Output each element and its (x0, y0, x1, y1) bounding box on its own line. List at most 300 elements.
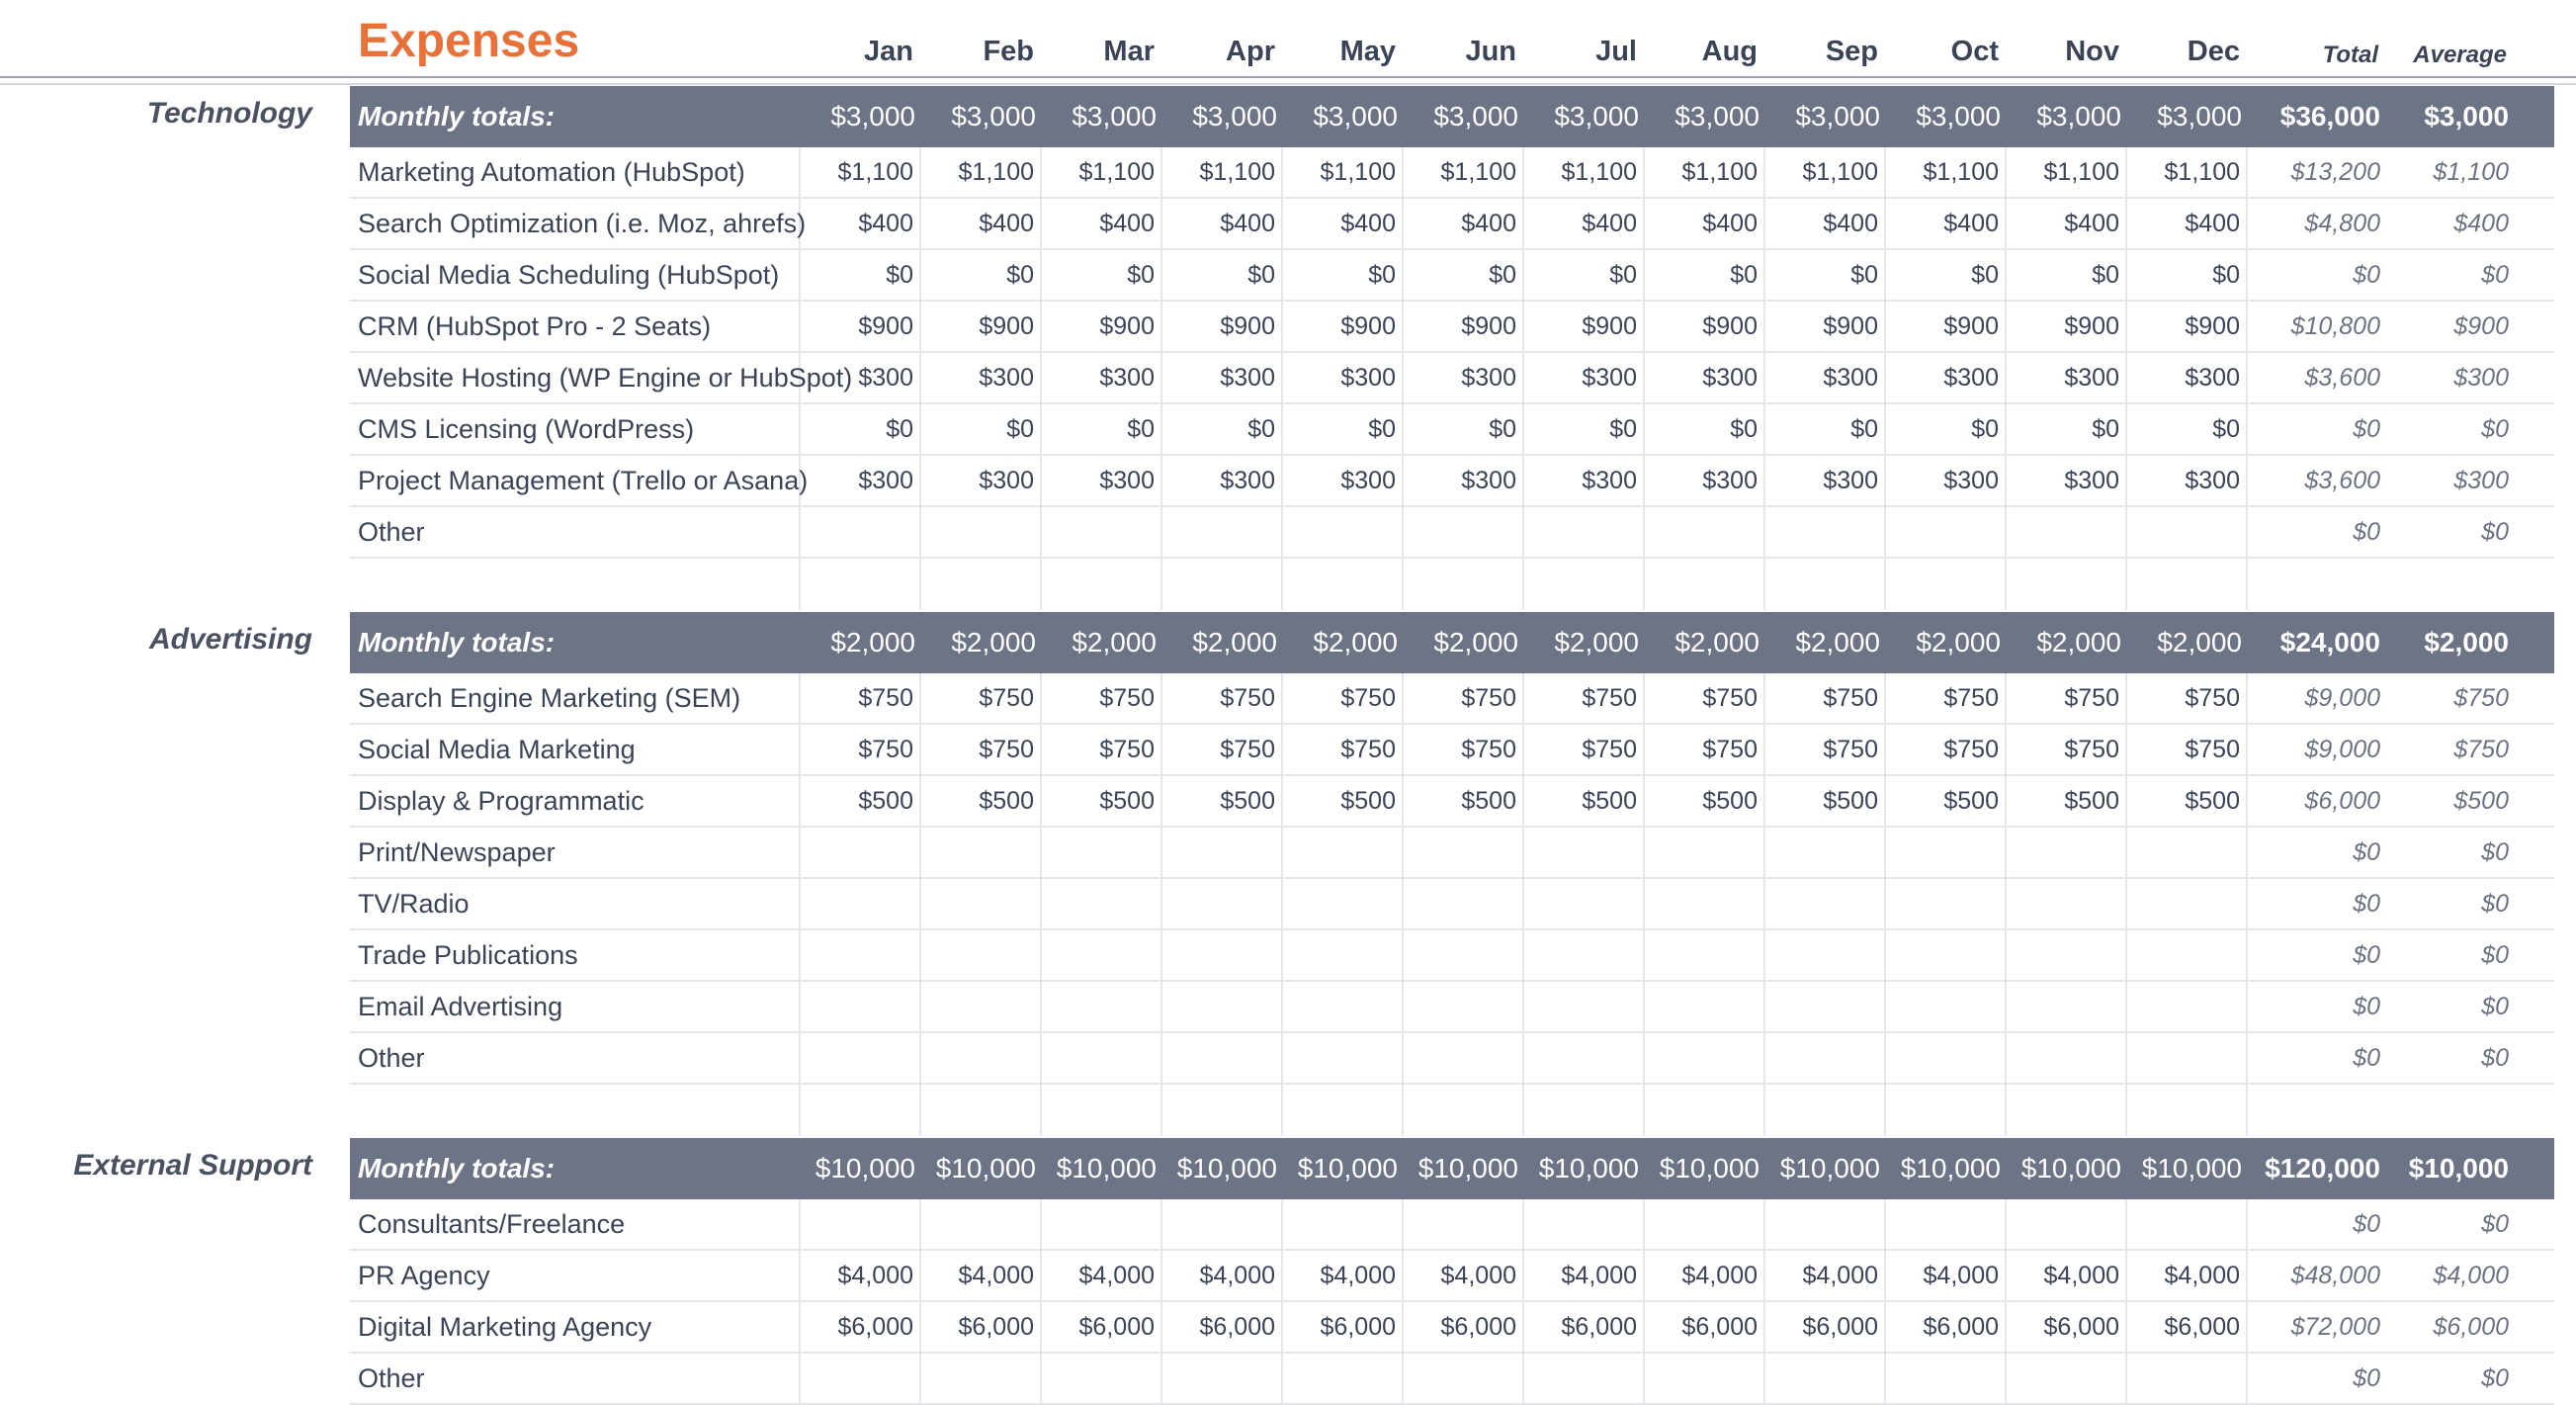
row-average-cell[interactable]: $0 (2481, 1363, 2509, 1392)
row-label[interactable]: Digital Marketing Agency (350, 1302, 801, 1352)
month-value-cell[interactable]: $0 (1283, 250, 1404, 300)
month-value-cell[interactable]: $300 (1524, 353, 1645, 402)
month-value-cell[interactable]: $400 (921, 199, 1042, 248)
spacer-cell[interactable] (1283, 1085, 1404, 1136)
month-value-cell[interactable]: $750 (921, 673, 1042, 723)
monthly-total-cell[interactable]: $2,000 (2036, 627, 2121, 658)
month-value-cell[interactable]: $400 (801, 199, 921, 248)
row-total-cell[interactable]: $0 (2353, 940, 2380, 969)
row-total-cell[interactable]: $4,800 (2304, 209, 2380, 237)
month-value-cell[interactable]: $1,100 (1765, 147, 1886, 197)
month-value-cell[interactable]: $500 (2007, 776, 2127, 826)
month-value-cell[interactable]: $0 (801, 404, 921, 454)
month-value-cell[interactable]: $400 (2127, 199, 2248, 248)
month-value-cell[interactable] (921, 828, 1042, 877)
month-value-cell[interactable]: $500 (921, 776, 1042, 826)
month-value-cell[interactable] (1524, 982, 1645, 1031)
month-value-cell[interactable]: $750 (1765, 725, 1886, 774)
month-value-cell[interactable] (1162, 507, 1283, 557)
month-value-cell[interactable]: $400 (1283, 199, 1404, 248)
month-value-cell[interactable] (1042, 1033, 1162, 1083)
month-value-cell[interactable] (1524, 879, 1645, 928)
month-value-cell[interactable]: $0 (1645, 404, 1765, 454)
month-value-cell[interactable] (1645, 982, 1765, 1031)
month-value-cell[interactable]: $500 (801, 776, 921, 826)
month-value-cell[interactable]: $1,100 (2127, 147, 2248, 197)
month-value-cell[interactable]: $900 (1524, 302, 1645, 351)
month-value-cell[interactable] (1645, 828, 1765, 877)
month-value-cell[interactable] (921, 982, 1042, 1031)
month-value-cell[interactable]: $400 (2007, 199, 2127, 248)
month-value-cell[interactable] (2127, 1033, 2248, 1083)
row-average-cell[interactable]: $0 (2481, 940, 2509, 969)
row-total-cell[interactable]: $0 (2353, 1363, 2380, 1392)
section-average-cell[interactable]: $3,000 (2424, 101, 2509, 132)
month-value-cell[interactable]: $300 (1042, 456, 1162, 505)
month-value-cell[interactable] (1765, 1199, 1886, 1249)
month-value-cell[interactable] (1404, 1199, 1524, 1249)
month-value-cell[interactable] (1765, 982, 1886, 1031)
month-value-cell[interactable]: $900 (1042, 302, 1162, 351)
row-average-cell[interactable]: $0 (2481, 889, 2509, 918)
month-value-cell[interactable] (1886, 982, 2007, 1031)
month-value-cell[interactable]: $300 (1765, 353, 1886, 402)
month-value-cell[interactable]: $300 (2127, 456, 2248, 505)
section-average-cell[interactable]: $10,000 (2408, 1153, 2509, 1184)
month-value-cell[interactable] (1524, 828, 1645, 877)
month-value-cell[interactable]: $500 (2127, 776, 2248, 826)
month-value-cell[interactable] (2007, 1354, 2127, 1403)
row-average-cell[interactable]: $0 (2481, 992, 2509, 1020)
month-value-cell[interactable] (801, 1199, 921, 1249)
row-average-cell[interactable]: $300 (2453, 363, 2509, 392)
row-average-cell[interactable]: $0 (2481, 1043, 2509, 1072)
month-value-cell[interactable]: $750 (1042, 725, 1162, 774)
month-value-cell[interactable]: $0 (921, 404, 1042, 454)
month-value-cell[interactable]: $4,000 (921, 1251, 1042, 1300)
spacer-cell[interactable] (1886, 1085, 2007, 1136)
monthly-total-cell[interactable]: $3,000 (1554, 101, 1639, 132)
month-value-cell[interactable]: $6,000 (801, 1302, 921, 1352)
monthly-total-cell[interactable]: $3,000 (2036, 101, 2121, 132)
month-value-cell[interactable]: $0 (1162, 404, 1283, 454)
month-value-cell[interactable] (1524, 507, 1645, 557)
month-value-cell[interactable]: $750 (1886, 725, 2007, 774)
month-value-cell[interactable] (2127, 507, 2248, 557)
month-value-cell[interactable]: $300 (921, 456, 1042, 505)
month-value-cell[interactable] (2127, 879, 2248, 928)
month-value-cell[interactable] (1645, 879, 1765, 928)
monthly-total-cell[interactable]: $10,000 (1659, 1153, 1760, 1184)
monthly-total-cell[interactable]: $2,000 (1192, 627, 1277, 658)
month-value-cell[interactable] (1162, 1033, 1283, 1083)
spacer-cell[interactable] (1042, 1085, 1162, 1136)
month-value-cell[interactable]: $4,000 (2127, 1251, 2248, 1300)
month-value-cell[interactable] (1404, 1033, 1524, 1083)
month-value-cell[interactable]: $500 (1765, 776, 1886, 826)
spacer-cell[interactable] (2127, 559, 2248, 610)
row-average-cell[interactable]: $4,000 (2433, 1261, 2509, 1289)
month-value-cell[interactable] (1886, 930, 2007, 980)
month-value-cell[interactable]: $0 (1524, 404, 1645, 454)
month-value-cell[interactable]: $300 (1524, 456, 1645, 505)
month-value-cell[interactable]: $750 (921, 725, 1042, 774)
month-value-cell[interactable]: $750 (1645, 673, 1765, 723)
month-value-cell[interactable]: $0 (2127, 404, 2248, 454)
monthly-total-cell[interactable]: $3,000 (1072, 101, 1157, 132)
row-total-cell[interactable]: $9,000 (2304, 735, 2380, 763)
month-value-cell[interactable]: $4,000 (1765, 1251, 1886, 1300)
section-total-cell[interactable]: $120,000 (2265, 1153, 2380, 1184)
month-value-cell[interactable] (1645, 930, 1765, 980)
month-value-cell[interactable]: $1,100 (801, 147, 921, 197)
month-value-cell[interactable] (1404, 879, 1524, 928)
month-value-cell[interactable] (921, 1033, 1042, 1083)
spacer-cell[interactable] (1886, 559, 2007, 610)
monthly-total-cell[interactable]: $3,000 (2157, 101, 2242, 132)
month-value-cell[interactable]: $750 (1645, 725, 1765, 774)
month-value-cell[interactable]: $0 (2127, 250, 2248, 300)
month-value-cell[interactable] (2127, 982, 2248, 1031)
row-label[interactable]: Display & Programmatic (350, 776, 801, 826)
month-value-cell[interactable]: $300 (2007, 456, 2127, 505)
row-total-cell[interactable]: $0 (2353, 414, 2380, 443)
row-average-cell[interactable]: $1,100 (2433, 157, 2509, 186)
monthly-total-cell[interactable]: $2,000 (1795, 627, 1880, 658)
month-value-cell[interactable]: $900 (1404, 302, 1524, 351)
month-value-cell[interactable] (1042, 828, 1162, 877)
spacer-cell[interactable] (1162, 1085, 1283, 1136)
month-value-cell[interactable]: $4,000 (1283, 1251, 1404, 1300)
row-average-cell[interactable]: $0 (2481, 260, 2509, 289)
month-value-cell[interactable]: $300 (2007, 353, 2127, 402)
month-value-cell[interactable] (801, 1354, 921, 1403)
spacer-cell[interactable] (1765, 1085, 1886, 1136)
month-value-cell[interactable] (801, 879, 921, 928)
row-average-cell[interactable]: $6,000 (2433, 1312, 2509, 1341)
month-value-cell[interactable] (921, 1354, 1042, 1403)
monthly-total-cell[interactable]: $2,000 (951, 627, 1036, 658)
month-value-cell[interactable] (1645, 1354, 1765, 1403)
row-label[interactable]: Social Media Marketing (350, 725, 801, 774)
month-value-cell[interactable]: $500 (1524, 776, 1645, 826)
row-label[interactable]: CMS Licensing (WordPress) (350, 404, 801, 454)
month-value-cell[interactable] (1765, 1033, 1886, 1083)
row-total-cell[interactable]: $0 (2353, 1043, 2380, 1072)
month-value-cell[interactable]: $750 (1404, 725, 1524, 774)
month-value-cell[interactable] (1283, 930, 1404, 980)
month-value-cell[interactable]: $900 (1886, 302, 2007, 351)
monthly-total-cell[interactable]: $10,000 (1297, 1153, 1398, 1184)
month-value-cell[interactable]: $1,100 (1524, 147, 1645, 197)
month-value-cell[interactable]: $750 (1886, 673, 2007, 723)
row-total-cell[interactable]: $3,600 (2304, 466, 2380, 494)
spacer-cell[interactable] (921, 1085, 1042, 1136)
monthly-total-cell[interactable]: $10,000 (935, 1153, 1036, 1184)
month-value-cell[interactable]: $750 (801, 725, 921, 774)
spacer-cell[interactable] (801, 1085, 921, 1136)
month-value-cell[interactable] (1042, 1199, 1162, 1249)
spacer-cell[interactable] (1765, 559, 1886, 610)
month-value-cell[interactable] (1042, 879, 1162, 928)
monthly-total-cell[interactable]: $10,000 (1417, 1153, 1518, 1184)
month-value-cell[interactable]: $300 (1765, 456, 1886, 505)
row-label[interactable]: TV/Radio (350, 879, 801, 928)
month-value-cell[interactable] (1042, 1354, 1162, 1403)
month-value-cell[interactable]: $750 (1283, 725, 1404, 774)
month-value-cell[interactable]: $500 (1283, 776, 1404, 826)
monthly-total-cell[interactable]: $10,000 (2141, 1153, 2242, 1184)
month-value-cell[interactable]: $300 (1886, 353, 2007, 402)
row-average-cell[interactable]: $750 (2453, 683, 2509, 712)
month-value-cell[interactable]: $1,100 (1886, 147, 2007, 197)
month-value-cell[interactable]: $300 (801, 353, 921, 402)
month-value-cell[interactable] (2007, 930, 2127, 980)
month-value-cell[interactable]: $750 (1162, 725, 1283, 774)
month-value-cell[interactable] (801, 1033, 921, 1083)
monthly-total-cell[interactable]: $3,000 (1674, 101, 1760, 132)
row-label[interactable]: Trade Publications (350, 930, 801, 980)
monthly-total-cell[interactable]: $2,000 (830, 627, 915, 658)
row-label[interactable]: Print/Newspaper (350, 828, 801, 877)
month-value-cell[interactable]: $6,000 (1765, 1302, 1886, 1352)
row-total-cell[interactable]: $3,600 (2304, 363, 2380, 392)
month-value-cell[interactable] (2007, 879, 2127, 928)
row-total-cell[interactable]: $13,200 (2290, 157, 2380, 186)
month-value-cell[interactable] (1886, 507, 2007, 557)
section-total-cell[interactable]: $24,000 (2279, 627, 2380, 658)
monthly-total-cell[interactable]: $10,000 (1056, 1153, 1157, 1184)
month-value-cell[interactable]: $900 (921, 302, 1042, 351)
month-value-cell[interactable]: $6,000 (1162, 1302, 1283, 1352)
row-label[interactable]: Social Media Scheduling (HubSpot) (350, 250, 801, 300)
month-value-cell[interactable]: $900 (801, 302, 921, 351)
month-value-cell[interactable] (801, 930, 921, 980)
spacer-cell[interactable] (2007, 1085, 2127, 1136)
month-value-cell[interactable]: $750 (2007, 725, 2127, 774)
month-value-cell[interactable] (1886, 1033, 2007, 1083)
spacer-cell[interactable] (2007, 559, 2127, 610)
row-label[interactable]: Other (350, 507, 801, 557)
month-value-cell[interactable]: $0 (1524, 250, 1645, 300)
month-value-cell[interactable] (1404, 507, 1524, 557)
month-value-cell[interactable] (1645, 1199, 1765, 1249)
month-value-cell[interactable]: $300 (1404, 353, 1524, 402)
row-label[interactable]: Search Engine Marketing (SEM) (350, 673, 801, 723)
month-value-cell[interactable] (1404, 828, 1524, 877)
month-value-cell[interactable] (1283, 1199, 1404, 1249)
month-value-cell[interactable]: $0 (1886, 404, 2007, 454)
spacer-cell[interactable] (2127, 1085, 2248, 1136)
month-value-cell[interactable] (1645, 1033, 1765, 1083)
month-value-cell[interactable]: $750 (2007, 673, 2127, 723)
month-value-cell[interactable]: $4,000 (1404, 1251, 1524, 1300)
row-total-cell[interactable]: $0 (2353, 992, 2380, 1020)
month-value-cell[interactable] (1283, 879, 1404, 928)
monthly-totals-label[interactable]: Monthly totals: (358, 627, 556, 658)
row-total-cell[interactable]: $0 (2353, 889, 2380, 918)
monthly-total-cell[interactable]: $10,000 (2020, 1153, 2121, 1184)
month-value-cell[interactable]: $400 (1524, 199, 1645, 248)
row-label[interactable]: Project Management (Trello or Asana) (350, 456, 801, 505)
row-label[interactable]: Website Hosting (WP Engine or HubSpot) (350, 353, 801, 402)
month-value-cell[interactable]: $750 (1765, 673, 1886, 723)
month-value-cell[interactable]: $300 (1283, 353, 1404, 402)
month-value-cell[interactable]: $300 (801, 456, 921, 505)
month-value-cell[interactable]: $1,100 (1162, 147, 1283, 197)
month-value-cell[interactable]: $500 (1645, 776, 1765, 826)
month-value-cell[interactable]: $300 (921, 353, 1042, 402)
month-value-cell[interactable]: $400 (1645, 199, 1765, 248)
month-value-cell[interactable]: $300 (1645, 456, 1765, 505)
month-value-cell[interactable]: $900 (1162, 302, 1283, 351)
spacer-cell[interactable] (1404, 559, 1524, 610)
month-value-cell[interactable]: $300 (1404, 456, 1524, 505)
monthly-total-cell[interactable]: $2,000 (1554, 627, 1639, 658)
row-total-cell[interactable]: $72,000 (2290, 1312, 2380, 1341)
monthly-total-cell[interactable]: $3,000 (1795, 101, 1880, 132)
month-value-cell[interactable] (1765, 1354, 1886, 1403)
month-value-cell[interactable] (1886, 828, 2007, 877)
monthly-total-cell[interactable]: $2,000 (1072, 627, 1157, 658)
row-average-cell[interactable]: $400 (2453, 209, 2509, 237)
month-value-cell[interactable]: $0 (1645, 250, 1765, 300)
monthly-total-cell[interactable]: $3,000 (830, 101, 915, 132)
month-value-cell[interactable] (1162, 828, 1283, 877)
month-value-cell[interactable]: $900 (1283, 302, 1404, 351)
month-value-cell[interactable] (921, 930, 1042, 980)
spacer-cell[interactable] (1283, 559, 1404, 610)
month-value-cell[interactable] (2127, 930, 2248, 980)
row-label[interactable]: Marketing Automation (HubSpot) (350, 147, 801, 197)
month-value-cell[interactable]: $4,000 (1886, 1251, 2007, 1300)
monthly-total-cell[interactable]: $3,000 (951, 101, 1036, 132)
month-value-cell[interactable] (2007, 507, 2127, 557)
month-value-cell[interactable]: $6,000 (1283, 1302, 1404, 1352)
month-value-cell[interactable]: $400 (1162, 199, 1283, 248)
monthly-total-cell[interactable]: $2,000 (1433, 627, 1518, 658)
spacer-cell[interactable] (1645, 559, 1765, 610)
month-value-cell[interactable] (1404, 982, 1524, 1031)
month-value-cell[interactable]: $1,100 (1645, 147, 1765, 197)
month-value-cell[interactable]: $0 (1886, 250, 2007, 300)
month-value-cell[interactable]: $6,000 (1042, 1302, 1162, 1352)
month-value-cell[interactable] (1765, 828, 1886, 877)
month-value-cell[interactable]: $750 (1404, 673, 1524, 723)
row-label[interactable]: Other (350, 1354, 801, 1403)
month-value-cell[interactable]: $300 (1283, 456, 1404, 505)
monthly-total-cell[interactable]: $2,000 (1313, 627, 1398, 658)
spacer-cell[interactable] (1404, 1085, 1524, 1136)
month-value-cell[interactable]: $0 (1162, 250, 1283, 300)
month-value-cell[interactable] (1283, 1354, 1404, 1403)
month-value-cell[interactable]: $1,100 (2007, 147, 2127, 197)
month-value-cell[interactable] (1283, 982, 1404, 1031)
month-value-cell[interactable]: $0 (1765, 250, 1886, 300)
month-value-cell[interactable] (801, 982, 921, 1031)
monthly-total-cell[interactable]: $2,000 (1674, 627, 1760, 658)
month-value-cell[interactable]: $750 (1524, 673, 1645, 723)
row-average-cell[interactable]: $900 (2453, 311, 2509, 340)
row-total-cell[interactable]: $0 (2353, 517, 2380, 546)
month-value-cell[interactable]: $0 (1042, 250, 1162, 300)
month-value-cell[interactable]: $300 (1162, 353, 1283, 402)
section-average-cell[interactable]: $2,000 (2424, 627, 2509, 658)
spacer-cell[interactable] (1524, 559, 1645, 610)
month-value-cell[interactable] (1042, 930, 1162, 980)
month-value-cell[interactable] (1524, 1033, 1645, 1083)
month-value-cell[interactable] (1765, 507, 1886, 557)
month-value-cell[interactable] (801, 828, 921, 877)
month-value-cell[interactable] (1765, 879, 1886, 928)
month-value-cell[interactable] (2127, 828, 2248, 877)
spacer-cell[interactable] (1162, 559, 1283, 610)
monthly-total-cell[interactable]: $3,000 (1192, 101, 1277, 132)
month-value-cell[interactable] (1524, 1199, 1645, 1249)
row-average-cell[interactable]: $0 (2481, 1209, 2509, 1238)
monthly-total-cell[interactable]: $10,000 (815, 1153, 915, 1184)
spacer-cell[interactable] (801, 559, 921, 610)
spacer-cell[interactable] (1524, 1085, 1645, 1136)
month-value-cell[interactable]: $300 (2127, 353, 2248, 402)
month-value-cell[interactable] (1524, 1354, 1645, 1403)
section-total-cell[interactable]: $36,000 (2279, 101, 2380, 132)
row-total-cell[interactable]: $0 (2353, 837, 2380, 866)
month-value-cell[interactable] (1524, 930, 1645, 980)
spacer-cell[interactable] (1645, 1085, 1765, 1136)
row-total-cell[interactable]: $0 (2353, 260, 2380, 289)
month-value-cell[interactable]: $4,000 (1042, 1251, 1162, 1300)
month-value-cell[interactable] (2007, 1033, 2127, 1083)
month-value-cell[interactable]: $500 (1162, 776, 1283, 826)
month-value-cell[interactable]: $0 (2007, 250, 2127, 300)
month-value-cell[interactable] (1162, 930, 1283, 980)
month-value-cell[interactable]: $6,000 (1524, 1302, 1645, 1352)
row-total-cell[interactable]: $10,800 (2290, 311, 2380, 340)
row-total-cell[interactable]: $6,000 (2304, 786, 2380, 815)
month-value-cell[interactable] (1886, 1199, 2007, 1249)
month-value-cell[interactable]: $0 (1404, 250, 1524, 300)
month-value-cell[interactable]: $300 (1042, 353, 1162, 402)
row-average-cell[interactable]: $300 (2453, 466, 2509, 494)
month-value-cell[interactable]: $900 (2007, 302, 2127, 351)
month-value-cell[interactable]: $1,100 (1404, 147, 1524, 197)
row-label[interactable]: PR Agency (350, 1251, 801, 1300)
month-value-cell[interactable]: $300 (1886, 456, 2007, 505)
month-value-cell[interactable] (1283, 828, 1404, 877)
month-value-cell[interactable] (1645, 507, 1765, 557)
monthly-total-cell[interactable]: $2,000 (2157, 627, 2242, 658)
month-value-cell[interactable] (1042, 507, 1162, 557)
month-value-cell[interactable]: $0 (801, 250, 921, 300)
month-value-cell[interactable]: $750 (1283, 673, 1404, 723)
row-average-cell[interactable]: $0 (2481, 414, 2509, 443)
monthly-totals-label[interactable]: Monthly totals: (358, 1153, 556, 1184)
row-average-cell[interactable]: $750 (2453, 735, 2509, 763)
row-label[interactable]: Search Optimization (i.e. Moz, ahrefs) (350, 199, 801, 248)
month-value-cell[interactable] (1162, 1199, 1283, 1249)
month-value-cell[interactable] (1162, 879, 1283, 928)
row-average-cell[interactable]: $500 (2453, 786, 2509, 815)
month-value-cell[interactable]: $0 (1404, 404, 1524, 454)
month-value-cell[interactable]: $500 (1404, 776, 1524, 826)
monthly-total-cell[interactable]: $10,000 (1538, 1153, 1639, 1184)
month-value-cell[interactable] (1042, 982, 1162, 1031)
month-value-cell[interactable]: $0 (1042, 404, 1162, 454)
month-value-cell[interactable] (1283, 507, 1404, 557)
month-value-cell[interactable]: $1,100 (1042, 147, 1162, 197)
month-value-cell[interactable] (1162, 982, 1283, 1031)
